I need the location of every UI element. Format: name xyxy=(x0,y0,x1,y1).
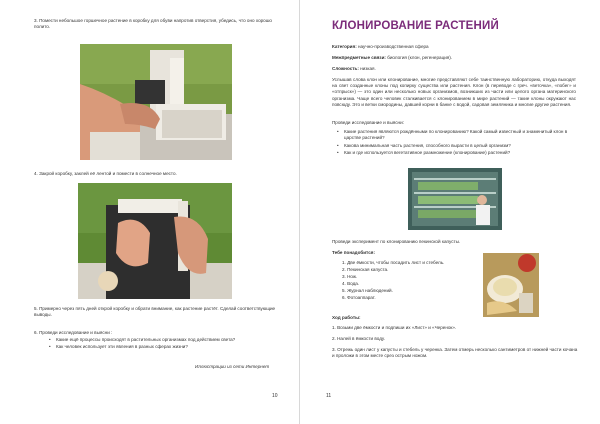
intro-paragraph: Услышав слова клон или клонирование, многие представляют себе таинственную лабораторию, откуда выходят на свет созданные клоны под копирку существа или растения. Клон (в переводе с греч. «веточка», «побег» и «отпрыск») — это один или несколько новых организмов, возникших из части или целого органа материнского организма. Чаще всего человек сталкивается с клонированием в мире растений — такие клоны окружают нас повсюду. Это и ветки смородины, давшей корни в банке с водой, садовая земляника и многие другие растения. xyxy=(332,77,576,107)
research-question-2: • Какова минимальная часть растения, способного вырасти в целый организм? xyxy=(337,143,511,148)
research-question-1: • Какие растения являются рождёнными по клонированию? Какой самый известный и знаменитый клон в царстве растений? xyxy=(337,129,568,140)
photo-plant-in-box xyxy=(80,44,232,160)
step-3-text: 3. Помести небольшое горшечное растение в коробку для обуви напротив отверстия, убедись, что оно хорошо полито. xyxy=(34,18,272,30)
page-number-left: 10 xyxy=(272,393,278,399)
work-step-3: 3. Отрежь один лист у капусты и стебель у черенка. Затем отмерь несколько сантиметров от нижней части кочана и проложи в этом месте срез острым ножом. xyxy=(332,347,578,359)
photo-cabbage xyxy=(483,253,539,317)
interdisciplinary-line: Межпредметные связи: биология (клон, регенерация). xyxy=(332,55,453,60)
research-heading: Проведи исследование и выясни: xyxy=(332,120,404,125)
page-number-right: 11 xyxy=(326,393,332,399)
question-2: • Как человек использует эти явления в разных сферах жизни? xyxy=(49,344,188,349)
photo-plant-lab xyxy=(408,168,502,230)
material-2: 2. Пекинская капуста. xyxy=(342,267,389,272)
materials-heading: Тебе понадобится: xyxy=(332,250,375,255)
material-3: 3. Нож. xyxy=(342,274,358,279)
progress-heading: Ход работы: xyxy=(332,315,361,320)
step-6-text: 6. Проведи исследование и выясни : xyxy=(34,330,113,335)
category-line: Категория: научно-производственная сфера xyxy=(332,44,429,49)
step-5-text: 5. Примерно через пять дней открой коробку и обрати внимание, как растение растёт. Сделай соответствующие выводы. xyxy=(34,306,276,318)
photo-closing-box xyxy=(78,183,232,299)
work-step-2: 2. Налей в ёмкости воду. xyxy=(332,336,385,341)
question-1: • Какие ещё процессы происходят в растительных организмах под действием света? xyxy=(49,337,236,342)
material-4: 4. Вода. xyxy=(342,281,360,286)
step-4-text: 4. Закрой коробку, заклей её лентой и помести в солнечное место. xyxy=(34,171,177,176)
work-step-1: 1. Возьми две ёмкости и подпиши их «Лист» и «Черенок». xyxy=(332,325,457,330)
research-question-3: • Как и где используется вегетативное размножение (клонирование) растений? xyxy=(337,150,511,155)
material-5: 5. Журнал наблюдений. xyxy=(342,288,393,293)
material-1: 1. Две ёмкости, чтобы посадить лист и стебель. xyxy=(342,260,445,265)
experiment-line: Проведи эксперимент по клонированию пекинской капусты. xyxy=(332,239,461,244)
difficulty-line: Сложность: низкая. xyxy=(332,66,376,71)
material-6: 6. Фотоаппарат. xyxy=(342,295,376,300)
image-credit: Иллюстрации из сети Интернет xyxy=(195,364,270,369)
page-title: КЛОНИРОВАНИЕ РАСТЕНИЙ xyxy=(332,20,499,32)
